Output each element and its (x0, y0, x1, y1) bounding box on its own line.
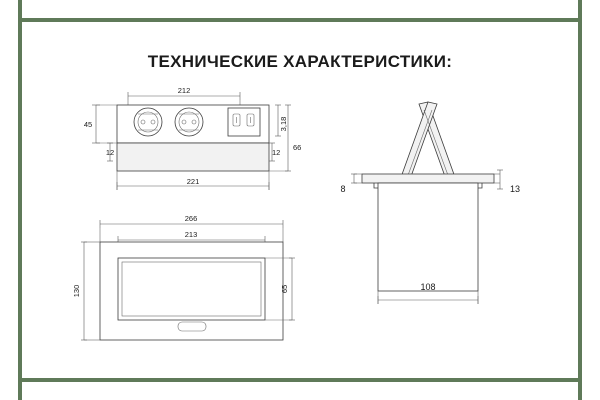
side-view-open-group (340, 102, 520, 304)
dim-label-108: 108 (420, 282, 436, 292)
page-title: ТЕХНИЧЕСКИЕ ХАРАКТЕРИСТИКИ: (147, 52, 453, 71)
dim-label-213: 213 (184, 230, 198, 239)
dim-label-12-left: 12 (105, 148, 115, 157)
dim-label-212: 212 (177, 86, 191, 95)
dim-label-45: 45 (83, 120, 93, 129)
dim-label-8: 8 (340, 184, 346, 194)
dim-label-13: 13 (509, 184, 521, 194)
dim-label-66: 66 (293, 143, 302, 152)
dim-label-130: 130 (72, 284, 81, 298)
top-view-group (84, 86, 302, 190)
dim-label-318: 3,18 (279, 116, 288, 132)
dim-label-12-right: 12 (272, 148, 281, 157)
dim-label-65: 65 (280, 284, 289, 294)
dim-label-221: 221 (186, 177, 200, 186)
dim-label-266: 266 (184, 214, 198, 223)
front-view-group (72, 214, 295, 340)
